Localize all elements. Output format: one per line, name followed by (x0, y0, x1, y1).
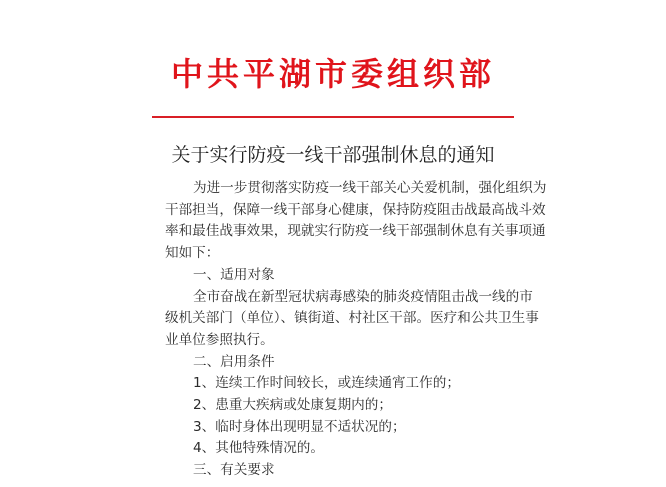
document-header (0, 48, 666, 100)
scope-line: 级机关部门（单位）、镇街道、村社区干部。医疗和公共卫生事 (165, 310, 539, 327)
condition-item: 3、临时身体出现明显不适状况的； (193, 418, 406, 435)
red-header-divider (152, 116, 514, 118)
issuing-organization-title: 中共平湖市委组织部 (170, 55, 495, 93)
intro-line: 干部担当，保障一线干部身心健康，保持防疫阻击战最高战斗效 (165, 201, 546, 218)
scope-line: 业单位参照执行。 (165, 331, 274, 348)
intro-line: 率和最佳战事效果，现就实行防疫一线干部强制休息有关事项通 (165, 223, 546, 240)
section-heading-conditions: 二、启用条件 (193, 353, 275, 370)
condition-item: 4、其他特殊情况的。 (193, 440, 324, 457)
intro-line: 知如下： (165, 245, 220, 262)
notice-body (165, 178, 547, 482)
condition-item: 2、患重大疾病或处康复期内的； (193, 397, 392, 414)
section-heading-scope: 一、适用对象 (193, 266, 275, 283)
notice-title: 关于实行防疫一线干部强制休息的通知 (171, 144, 495, 166)
section-heading-requirements: 三、有关要求 (193, 462, 275, 479)
condition-item: 1、连续工作时间较长，或连续通宵工作的； (193, 375, 460, 392)
scope-line: 全市奋战在新型冠状病毒感染的肺炎疫情阻击战一线的市 (193, 288, 533, 305)
intro-line: 为进一步贯彻落实防疫一线干部关心关爱机制，强化组织为 (193, 180, 547, 196)
